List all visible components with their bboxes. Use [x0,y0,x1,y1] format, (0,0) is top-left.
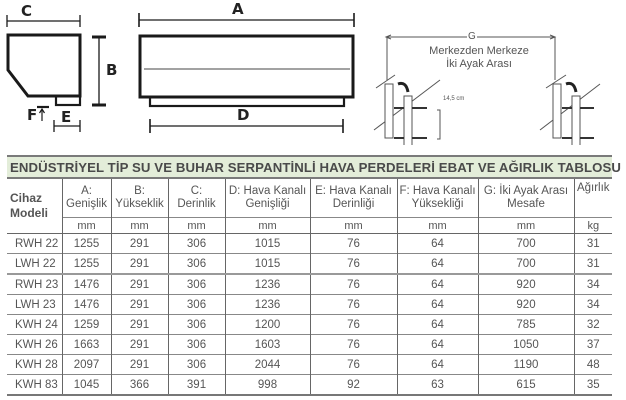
cell-c-depth: 306 [168,295,225,315]
header-model [7,179,62,234]
label-a: A [232,0,244,18]
cell-d-duct-width: 2044 [225,355,310,375]
cell-c-depth: 306 [168,274,225,295]
cell-d-duct-width: 1200 [225,315,310,335]
unit-row [7,218,612,234]
table-row [7,254,612,275]
cell-model: RWH 23 [7,274,62,295]
cell-b-height: 291 [111,355,168,375]
dimension-diagram [0,0,626,145]
cell-d-duct-width: 998 [225,375,310,396]
cell-e-duct-depth: 76 [310,234,397,254]
label-b: B [106,61,118,79]
cell-g-leg-spacing: 785 [478,315,574,335]
cell-weight: 34 [574,274,612,295]
cell-a-width: 1476 [62,274,111,295]
cell-weight: 35 [574,375,612,396]
cell-b-height: 291 [111,335,168,355]
center-to-center-note [424,45,534,70]
cell-d-duct-width: 1236 [225,274,310,295]
cell-d-duct-width: 1015 [225,234,310,254]
cell-g-leg-spacing: 700 [478,234,574,254]
header-g: G: İki Ayak Arası Mesafe [478,179,574,218]
cell-b-height: 366 [111,375,168,396]
cell-b-height: 291 [111,315,168,335]
cell-f-duct-height: 64 [397,254,478,275]
header-c: C: Derinlik [168,179,225,218]
cell-b-height: 291 [111,254,168,275]
dimension-drawing [0,0,626,145]
cell-f-duct-height: 64 [397,355,478,375]
cell-e-duct-depth: 76 [310,335,397,355]
cell-f-duct-height: 64 [397,295,478,315]
cell-g-leg-spacing: 920 [478,274,574,295]
label-e: E [61,108,72,126]
cell-model: KWH 26 [7,335,62,355]
cell-a-width: 2097 [62,355,111,375]
cell-d-duct-width: 1015 [225,254,310,275]
cell-a-width: 1259 [62,315,111,335]
cell-c-depth: 391 [168,375,225,396]
center-note-line1: Merkezden Merkeze [429,45,529,57]
cell-b-height: 291 [111,234,168,254]
center-note-line2: İki Ayak Arası [446,57,512,70]
table-title-bar [7,155,622,179]
cell-a-width: 1255 [62,254,111,275]
cell-model: LWH 22 [7,254,62,275]
header-d: D: Hava Kanalı Genişliği [225,179,310,218]
cell-weight: 37 [574,335,612,355]
table-row [7,355,612,375]
header-model-line1: Cihaz [10,191,43,205]
unit-weight: kg [574,218,612,234]
cell-f-duct-height: 64 [397,274,478,295]
table-row [7,375,612,396]
cell-a-width: 1663 [62,335,111,355]
table-row [7,295,612,315]
unit-d: mm [225,218,310,234]
cell-model: LWH 23 [7,295,62,315]
table-body [7,234,612,396]
cell-weight: 31 [574,254,612,275]
unit-c: mm [168,218,225,234]
label-g: G [468,31,476,42]
header-f: F: Hava Kanalı Yüksekliği [397,179,478,218]
cell-b-height: 291 [111,274,168,295]
cell-model: KWH 28 [7,355,62,375]
header-weight: Ağırlık [574,179,612,218]
cell-model: KWH 83 [7,375,62,396]
cell-d-duct-width: 1236 [225,295,310,315]
unit-g: mm [478,218,574,234]
unit-b: mm [111,218,168,234]
cell-a-width: 1045 [62,375,111,396]
cell-e-duct-depth: 76 [310,274,397,295]
cell-g-leg-spacing: 920 [478,295,574,315]
cell-g-leg-spacing: 615 [478,375,574,396]
header-model-line2: Modeli [10,206,48,220]
cell-b-height: 291 [111,295,168,315]
cell-e-duct-depth: 76 [310,315,397,335]
front-view-body [140,36,353,97]
spec-table [7,179,612,396]
header-row [7,179,612,218]
side-view [7,15,106,132]
cell-c-depth: 306 [168,335,225,355]
table-row [7,274,612,295]
cell-g-leg-spacing: 700 [478,254,574,275]
cell-e-duct-depth: 92 [310,375,397,396]
cell-e-duct-depth: 76 [310,295,397,315]
cell-f-duct-height: 64 [397,234,478,254]
table-row [7,315,612,335]
label-f: F [27,106,38,124]
header-e: E: Hava Kanalı Derinliği [310,179,397,218]
cell-d-duct-width: 1603 [225,335,310,355]
right-wall-bracket-icon [540,75,600,145]
dimensions-weight-table [7,155,622,396]
label-c: C [21,2,33,20]
left-wall-bracket-icon [374,75,440,145]
bracket-spacing-note: 14,5 cm [443,96,465,102]
cell-c-depth: 306 [168,315,225,335]
table-row [7,234,612,254]
cell-model: KWH 24 [7,315,62,335]
cell-g-leg-spacing: 1190 [478,355,574,375]
cell-a-width: 1255 [62,234,111,254]
cell-f-duct-height: 64 [397,315,478,335]
cell-weight: 34 [574,295,612,315]
cell-weight: 48 [574,355,612,375]
cell-e-duct-depth: 76 [310,254,397,275]
label-d: D [237,106,250,124]
cell-f-duct-height: 63 [397,375,478,396]
cell-c-depth: 306 [168,355,225,375]
side-view-body [8,35,80,96]
cell-weight: 32 [574,315,612,335]
cell-model: RWH 22 [7,234,62,254]
unit-e: mm [310,218,397,234]
unit-a: mm [62,218,111,234]
cell-f-duct-height: 64 [397,335,478,355]
cell-g-leg-spacing: 1050 [478,335,574,355]
unit-f: mm [397,218,478,234]
cell-a-width: 1476 [62,295,111,315]
cell-c-depth: 306 [168,254,225,275]
table-row [7,335,612,355]
cell-e-duct-depth: 76 [310,355,397,375]
table-title: ENDÜSTRİYEL TİP SU VE BUHAR SERPANTİNLİ HAVA PERDELERİ EBAT VE AĞIRLIK TABLOSU [10,159,622,175]
cell-weight: 31 [574,234,612,254]
cell-c-depth: 306 [168,234,225,254]
header-a: A: Genişlik [62,179,111,218]
header-b: B: Yükseklik [111,179,168,218]
